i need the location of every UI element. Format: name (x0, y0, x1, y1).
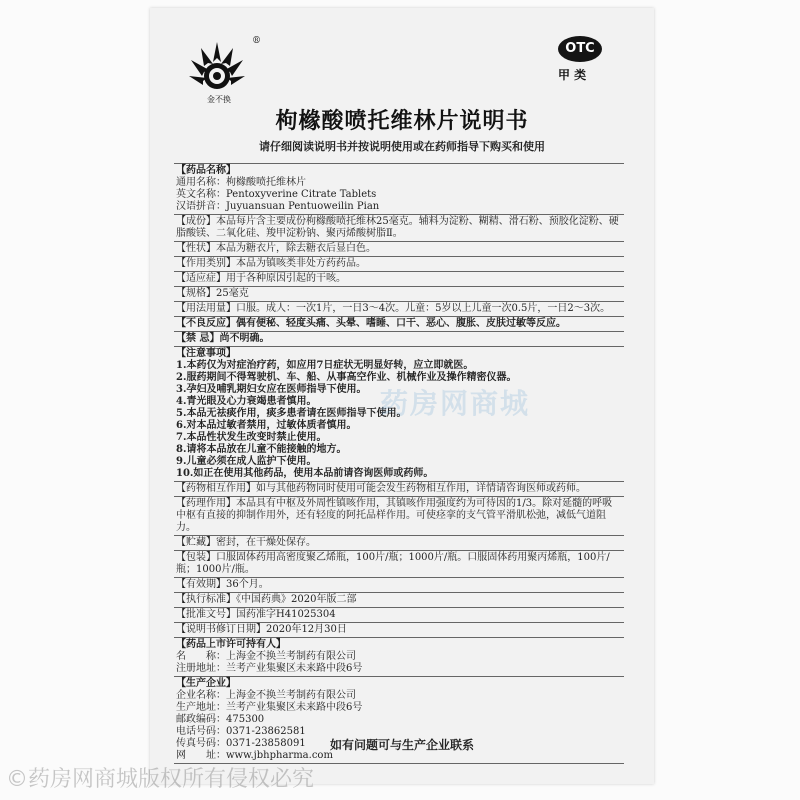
storage: 【贮藏】密封，在干燥处保存。 (174, 535, 624, 550)
brand-logo-icon (187, 36, 247, 96)
pinyin-name: 汉语拼音：Juyuansuan Pentuoweilin Pian (176, 201, 380, 212)
phone-number: 电话号码：0371-23862581 (176, 726, 306, 737)
precaution-item: 2.服药期间不得驾驶机、车、船、从事高空作业、机械作业及操作精密仪器。 (176, 372, 517, 383)
drug-name-section (174, 163, 624, 214)
precaution-item: 5.本品无祛痰作用，痰多患者请在医师指导下使用。 (176, 408, 407, 419)
standard: 【执行标准】《中国药典》2020年版二部 (174, 592, 624, 607)
approval-number: 【批准文号】国药准字H41025304 (174, 607, 624, 622)
package: 【包装】口服固体药用高密度聚乙烯瓶，100片/瓶；1000片/瓶。口服固体药用聚丙烯瓶，100片/瓶；1000片/瓶。 (174, 550, 624, 577)
dosage: 【用法用量】口服。成人：一次1片，一日3～4次。儿童：5岁以上儿童一次0.5片，一日2～3次。 (174, 301, 624, 316)
pharmacology: 【药理作用】本品具有中枢及外周性镇咳作用，其镇咳作用强度约为可待因的1/3。除对延髓的呼吸中枢有直接的抑制作用外，还有轻度的阿托品样作用。可使痉挛的支气管平滑肌松弛，减低气道阻力。 (174, 496, 624, 535)
fax-number: 传真号码：0371-23858091 (176, 738, 306, 749)
precaution-item: 10.如正在使用其他药品，使用本品前请咨询医师或药师。 (176, 468, 434, 479)
leaflet-content (174, 163, 624, 764)
copyright-watermark: ©药房网商城版权所有侵权必究 (6, 767, 315, 792)
precaution-item: 3.孕妇及哺乳期妇女应在医师指导下使用。 (176, 384, 367, 395)
leaflet-title: 枸橼酸喷托维林片说明书 (275, 109, 529, 134)
otc-badge: OTC (558, 36, 602, 62)
precaution-item: 7.本品性状发生改变时禁止使用。 (176, 432, 327, 443)
website: 网 址：www.jbhpharma.com (176, 750, 333, 761)
contraindications: 【禁 忌】尚不明确。 (174, 331, 624, 346)
manufacturer-name: 企业名称：上海金不换兰考制药有限公司 (176, 690, 356, 701)
center-watermark: 药房网商城 (380, 387, 531, 420)
holder-address: 注册地址：兰考产业集聚区未来路中段6号 (176, 663, 363, 674)
holder-label: 【药品上市许可持有人】 (176, 639, 286, 650)
properties: 【性状】本品为糖衣片，除去糖衣后显白色。 (174, 241, 624, 256)
composition: 【成份】本品每片含主要成份枸橼酸喷托维林25毫克。辅料为淀粉、糊精、滑石粉、预胶化淀粉、硬脂酸镁、二氧化硅、羧甲淀粉钠、聚丙烯酸树脂Ⅱ。 (174, 214, 624, 241)
generic-name: 通用名称：枸橼酸喷托维林片 (176, 177, 306, 188)
holder-name: 名 称：上海金不换兰考制药有限公司 (176, 651, 356, 662)
footer-contact-note: 如有问题可与生产企业联系 (329, 738, 474, 752)
manufacturer-address: 生产地址：兰考产业集聚区未来路中段6号 (176, 702, 363, 713)
precaution-item: 6.对本品过敏者禁用，过敏体质者慎用。 (176, 420, 357, 431)
manufacturer-label: 【生产企业】 (176, 678, 236, 689)
specification: 【规格】25毫克 (174, 286, 624, 301)
registered-mark: ® (252, 36, 261, 46)
action-category: 【作用类别】本品为镇咳类非处方药药品。 (174, 256, 624, 271)
validity: 【有效期】36个月。 (174, 577, 624, 592)
indications: 【适应症】用于各种原因引起的干咳。 (174, 271, 624, 286)
brand-name: 金不换 (207, 95, 231, 104)
precautions-label: 【注意事项】 (176, 348, 236, 359)
precaution-item: 8.请将本品放在儿童不能接触的地方。 (176, 444, 347, 455)
otc-class-label: 甲 类 (558, 68, 587, 82)
precaution-item: 9.儿童必须在成人监护下使用。 (176, 456, 317, 467)
drug-interactions: 【药物相互作用】如与其他药物同时使用可能会发生药物相互作用，详情请咨询医师或药师。 (174, 481, 624, 496)
leaflet-subtitle: 请仔细阅读说明书并按说明使用或在药师指导下购买和使用 (259, 140, 545, 153)
postal-code: 邮政编码：475300 (176, 714, 265, 725)
drug-name-label: 【药品名称】 (176, 165, 236, 176)
revision-date: 【说明书修订日期】2020年12月30日 (174, 622, 624, 637)
precaution-item: 4.青光眼及心力衰竭患者慎用。 (176, 396, 317, 407)
precaution-item: 1.本药仅为对症治疗药，如应用7日症状无明显好转，应立即就医。 (176, 360, 474, 371)
english-name: 英文名称：Pentoxyverine Citrate Tablets (176, 189, 377, 200)
holder-section (174, 637, 624, 676)
adverse-reactions: 【不良反应】偶有便秘、轻度头痛、头晕、嗜睡、口干、恶心、腹胀、皮肤过敏等反应。 (174, 316, 624, 331)
